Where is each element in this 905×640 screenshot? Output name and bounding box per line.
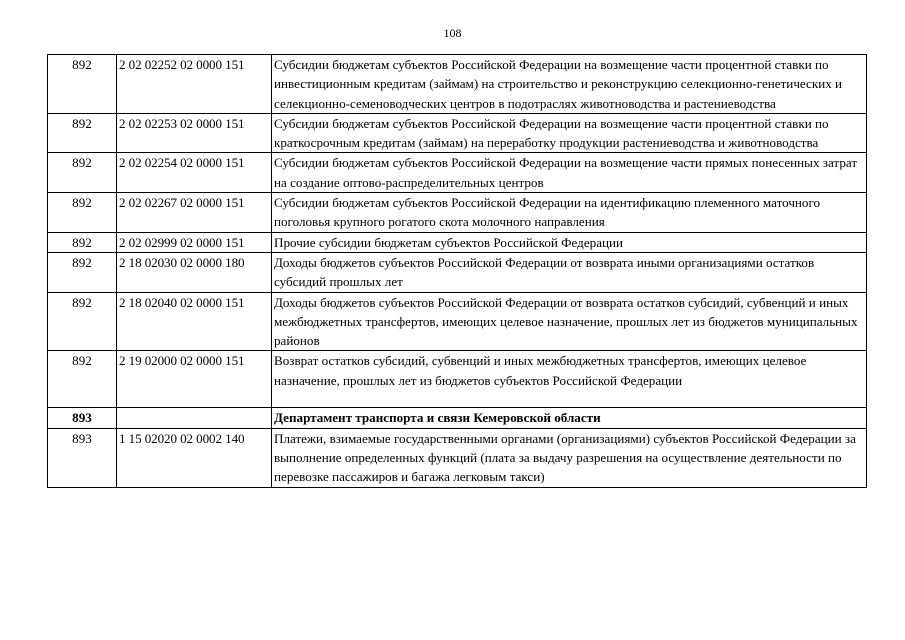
table-row <box>48 232 867 252</box>
description-cell: Субсидии бюджетам субъектов Российской Федерации на возмещение части прямых понесенных затрат на создание оптово-распределительных центров <box>272 153 867 193</box>
budget-code-cell: 2 19 02000 02 0000 151 <box>117 351 272 408</box>
admin-code-cell: 892 <box>48 113 117 153</box>
budget-codes-table <box>47 54 867 488</box>
budget-code-cell: 1 15 02020 02 0002 140 <box>117 428 272 487</box>
department-title-cell: Департамент транспорта и связи Кемеровской области <box>272 408 867 428</box>
description-cell: Платежи, взимаемые государственными органами (организациями) субъектов Российской Федерации за выполнение определенных функций (плата за выдачу разрешения на осуществление деятельности по перевозке пассажиров и багажа легковым такси) <box>272 428 867 487</box>
budget-code-cell: 2 18 02030 02 0000 180 <box>117 252 272 292</box>
admin-code-cell: 892 <box>48 351 117 408</box>
admin-code-cell: 892 <box>48 232 117 252</box>
table-row <box>48 113 867 153</box>
description-cell: Субсидии бюджетам субъектов Российской Федерации на идентификацию племенного маточного поголовья крупного рогатого скота молочного направления <box>272 193 867 233</box>
budget-code-cell: 2 02 02999 02 0000 151 <box>117 232 272 252</box>
table-row <box>48 153 867 193</box>
admin-code-cell: 892 <box>48 55 117 114</box>
description-cell: Субсидии бюджетам субъектов Российской Федерации на возмещение части процентной ставки по краткосрочным кредитам (займам) на переработку продукции растениеводства и животноводства <box>272 113 867 153</box>
description-cell: Субсидии бюджетам субъектов Российской Федерации на возмещение части процентной ставки по инвестиционным кредитам (займам) на строительство и реконструкцию селекционно-генетических и селекционно-семеноводческих центров в подотраслях животноводства и растениеводства <box>272 55 867 114</box>
budget-code-cell: 2 02 02252 02 0000 151 <box>117 55 272 114</box>
budget-code-cell: 2 02 02254 02 0000 151 <box>117 153 272 193</box>
description-cell: Доходы бюджетов субъектов Российской Федерации от возврата остатков субсидий, субвенций и иных межбюджетных трансфертов, имеющих целевое назначение, прошлых лет из бюджетов муниципальных районов <box>272 292 867 351</box>
table-row <box>48 55 867 114</box>
admin-code-cell: 893 <box>48 428 117 487</box>
admin-code-cell: 892 <box>48 292 117 351</box>
description-cell: Доходы бюджетов субъектов Российской Федерации от возврата иными организациями остатков субсидий прошлых лет <box>272 252 867 292</box>
admin-code-cell: 893 <box>48 408 117 428</box>
budget-code-cell <box>117 408 272 428</box>
table-row <box>48 193 867 233</box>
admin-code-cell: 892 <box>48 252 117 292</box>
budget-code-cell: 2 02 02267 02 0000 151 <box>117 193 272 233</box>
budget-code-cell: 2 02 02253 02 0000 151 <box>117 113 272 153</box>
admin-code-cell: 892 <box>48 193 117 233</box>
description-cell: Возврат остатков субсидий, субвенций и иных межбюджетных трансфертов, имеющих целевое назначение, прошлых лет из бюджетов субъектов Российской Федерации <box>272 351 867 408</box>
department-header-row <box>48 408 867 428</box>
description-cell: Прочие субсидии бюджетам субъектов Российской Федерации <box>272 232 867 252</box>
budget-code-cell: 2 18 02040 02 0000 151 <box>117 292 272 351</box>
table-row <box>48 252 867 292</box>
page-number: 108 <box>443 26 462 40</box>
table-row <box>48 351 867 408</box>
table-row <box>48 292 867 351</box>
admin-code-cell: 892 <box>48 153 117 193</box>
table-row <box>48 428 867 487</box>
